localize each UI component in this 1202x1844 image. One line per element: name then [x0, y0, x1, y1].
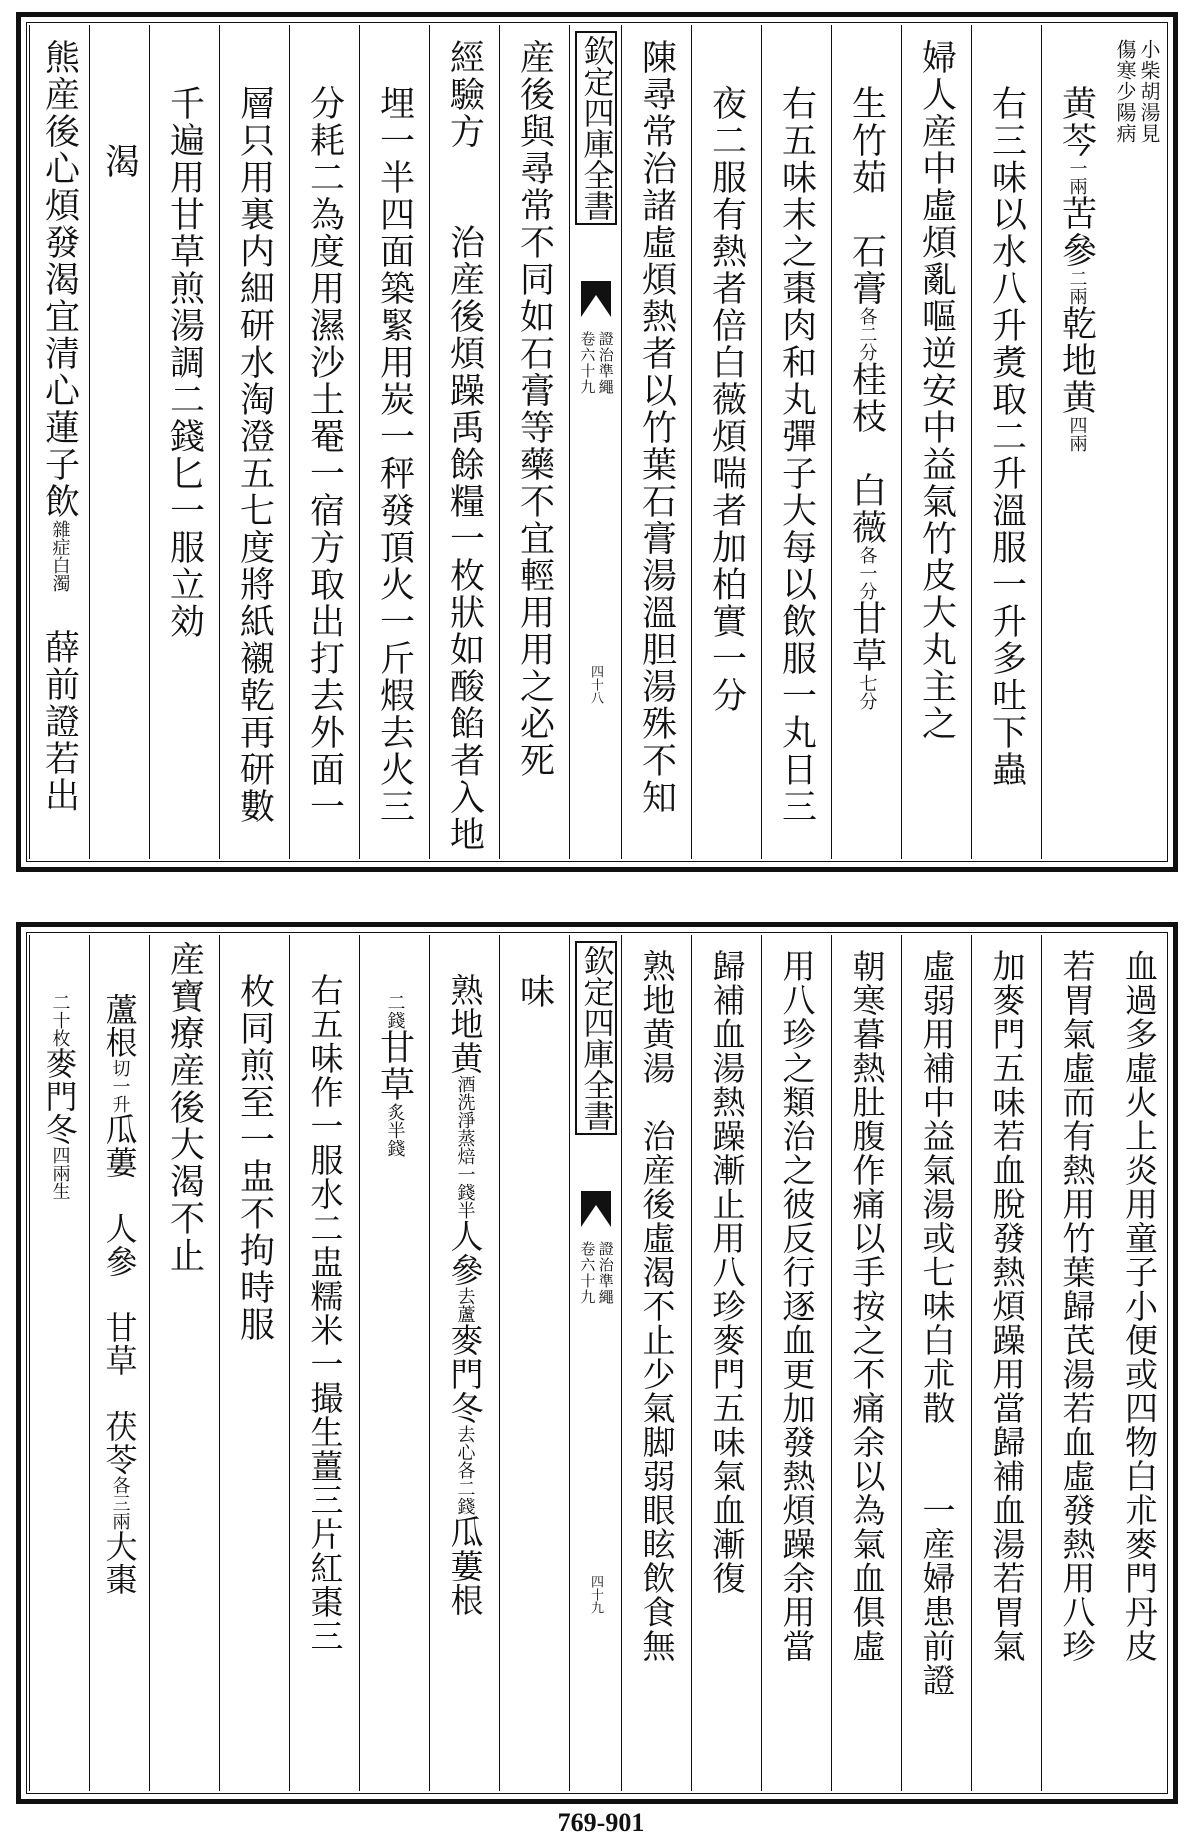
top-col-4-text: 婦人産中虛煩亂嘔逆安中益氣竹皮大丸主之 [916, 39, 957, 742]
herb-name: 桂枝 [846, 361, 887, 435]
bottom-col-5 [831, 935, 901, 1791]
dosage-note: 二兩 [1066, 269, 1088, 305]
dosage-note: 二錢 [384, 993, 406, 1029]
bottom-page [16, 922, 1178, 1804]
bottom-col-3-text: 加麥門五味若血脫發熱煩躁用當歸補血湯若胃氣 [987, 949, 1027, 1663]
dosage-note: 七分 [856, 674, 878, 710]
bottom-col-1 [1111, 935, 1167, 1791]
top-col-1-line-b: 傷寒少陽病 [1113, 39, 1137, 144]
top-col-8-text: 陳尋常治諸虛煩熱者以竹葉石膏湯溫胆湯殊不知 [636, 39, 677, 816]
top-col-5 [831, 25, 901, 859]
cross-ref-note: 雜症白濁 [49, 520, 71, 592]
bottom-page-inner [29, 935, 1165, 1791]
dosage-note: 四兩 [1066, 416, 1088, 452]
bottom-col-5-text: 朝寒暮熱肚腹作痛以手按之不痛余以為氣血俱虛 [847, 949, 887, 1663]
bottom-col-16 [29, 935, 89, 1791]
top-col-3-text: 右三味以水八升煑取二升溫服一升多吐下蟲 [986, 85, 1027, 788]
dosage-note: 二十枚 [49, 993, 71, 1047]
bottom-col-3 [971, 935, 1041, 1791]
bottom-banner-volume: 卷六十九 [578, 1241, 597, 1305]
herb-name: 熟地黄 [445, 973, 485, 1075]
commentary-text: 薛前證若出 [39, 629, 80, 814]
dosage-note: 各三兩 [109, 1476, 131, 1530]
top-col-11-text: 埋一半四面築緊用炭一秤發頂火一斤煆去火三 [374, 85, 415, 825]
bottom-col-6-text: 用八珍之類治之彼反行逐血更加發熱煩躁余用當 [777, 949, 817, 1663]
dosage-note: 一兩 [1066, 159, 1088, 195]
top-col-1 [1111, 25, 1167, 859]
bottom-banner-title: 欽定四庫全書 [575, 941, 617, 1135]
herb-name: 甘草 [374, 1029, 415, 1103]
bottom-col-12-text: 右五味作一服水二盅糯米一撮生薑三片紅棗三 [305, 973, 345, 1653]
top-col-10 [429, 25, 499, 859]
passage-text: 熊産後心煩發渴宜清心蓮子飲 [39, 39, 80, 520]
top-col-7-text: 夜二服有熱者倍白薇煩喘者加柏實一分 [706, 85, 747, 714]
dosage-note: 去心各二錢 [454, 1425, 476, 1515]
bottom-col-2-text: 若胃氣虛而有熱用竹葉歸芪湯若血虛發熱用八珍 [1057, 949, 1097, 1663]
bottom-col-10-text [445, 973, 485, 1617]
herb-name: 人參 [445, 1219, 485, 1287]
dosage-note: 去蘆 [454, 1287, 476, 1323]
dosage-note: 炙半錢 [384, 1103, 406, 1157]
bottom-banner-book-title: 證治準繩 [596, 1241, 615, 1305]
top-col-12 [289, 25, 359, 859]
section-heading: 渴 [99, 143, 140, 180]
herb-name: 黄芩 [1056, 85, 1097, 159]
top-banner-volume: 卷六十九 [578, 331, 597, 395]
top-col-2-text [1057, 85, 1097, 452]
top-col-9-text: 産後與尋常不同如石膏等藥不宜輕用用之必死 [514, 39, 555, 779]
herb-name: 茯苓 [100, 1410, 139, 1476]
bottom-col-11 [359, 935, 429, 1791]
dosage-note: 酒洗淨蒸焙一錢半 [454, 1075, 476, 1219]
herb-name: 瓜蔞根 [445, 1515, 485, 1617]
herb-name: 甘草 [846, 600, 887, 674]
dosage-note: 四兩生 [49, 1146, 71, 1200]
top-banner-book-title: 證治準繩 [596, 331, 615, 395]
bottom-col-10 [429, 935, 499, 1791]
top-col-14-text: 千遍用甘草煎湯調二錢匕一服立効 [164, 85, 205, 640]
top-banner-column [569, 25, 621, 859]
top-col-9 [499, 25, 569, 859]
top-col-2 [1041, 25, 1111, 859]
herb-name: 白薇 [846, 472, 887, 546]
top-col-14 [149, 25, 219, 859]
dosage-note: 各二分 [856, 307, 878, 361]
bottom-col-8 [621, 935, 691, 1791]
formula-name: 熟地黄湯 [637, 949, 677, 1085]
bottom-col-8-text [637, 949, 677, 1663]
top-col-3 [971, 25, 1041, 859]
bottom-banner-column [569, 935, 621, 1791]
bottom-col-13 [219, 935, 289, 1791]
top-page-inner [29, 25, 1165, 859]
fish-tail-ornament-icon [581, 1191, 611, 1227]
bottom-col-9-text: 味 [514, 973, 555, 1010]
bottom-col-15-text [100, 993, 140, 1596]
bottom-folio-number: 四十九 [588, 1575, 603, 1614]
herb-name: 大棗 [100, 1530, 139, 1596]
dosage-note: 各一分 [856, 546, 878, 600]
dosage-note: 切一升 [109, 1059, 131, 1113]
top-folio-number: 四十八 [588, 665, 603, 704]
bottom-col-15 [89, 935, 149, 1791]
top-col-13-text: 層只用裏内細研水淘澄五七度將紙襯乾再研數 [234, 85, 275, 825]
herb-name: 苦參 [1056, 195, 1097, 269]
bottom-col-1-text: 血過多虛火上炎用童子小便或四物白朮麥門丹皮 [1120, 949, 1159, 1663]
top-col-10-text [445, 39, 485, 853]
fish-tail-ornament-icon [581, 281, 611, 317]
bottom-col-4 [901, 935, 971, 1791]
top-col-11 [359, 25, 429, 859]
bottom-col-7-text: 歸補血湯熱躁漸止用八珍麥門五味氣血漸復 [707, 949, 747, 1595]
passage-text: 治産後煩躁禹餘糧一枚狀如酸餡者入地 [444, 224, 485, 853]
herb-name: 蘆根 [100, 993, 139, 1059]
top-col-6-text: 右五味末之棗肉和丸彈子大每以飲服一丸日三 [776, 85, 817, 825]
top-col-5-text [847, 85, 887, 710]
top-col-15 [89, 25, 149, 859]
top-col-16-text [40, 39, 80, 814]
source-name: 經驗方 [444, 39, 485, 150]
top-col-8 [621, 25, 691, 859]
top-col-16 [29, 25, 89, 859]
top-col-1-line-a: 小柴胡湯見 [1137, 39, 1161, 144]
top-col-4 [901, 25, 971, 859]
page-number: 769-901 [557, 1808, 645, 1837]
bottom-col-14-text: 産寶療産後大渴不止 [164, 941, 205, 1274]
herb-name: 麥門冬 [40, 1047, 79, 1146]
herb-name: 石膏 [846, 233, 887, 307]
case-text: 一産婦患前證 [917, 1493, 957, 1697]
top-banner-title: 欽定四庫全書 [575, 31, 617, 225]
herb-name: 乾地黄 [1056, 305, 1097, 416]
bottom-col-12 [289, 935, 359, 1791]
herb-name: 生竹茹 [846, 85, 887, 196]
bottom-col-9 [499, 935, 569, 1791]
herb-name: 瓜蔞 [100, 1113, 139, 1179]
top-page [16, 12, 1178, 872]
herb-name: 人參 [100, 1212, 139, 1278]
bottom-col-13-text: 枚同煎至一盅不拘時服 [234, 973, 275, 1343]
passage-text: 虛弱用補中益氣湯或七味白朮散 [917, 949, 957, 1425]
passage-text: 治産後虛渴不止少氣脚弱眼眩飲食無 [637, 1119, 677, 1663]
bottom-col-16-text [40, 993, 80, 1200]
bottom-col-2 [1041, 935, 1111, 1791]
top-col-6 [761, 25, 831, 859]
top-col-12-text: 分耗二為度用濕沙土罨一宿方取出打去外面一 [304, 85, 345, 825]
top-col-13 [219, 25, 289, 859]
bottom-col-7 [691, 935, 761, 1791]
top-col-7 [691, 25, 761, 859]
herb-name: 甘草 [100, 1311, 139, 1377]
bottom-col-11-text [375, 993, 415, 1157]
bottom-col-6 [761, 935, 831, 1791]
bottom-col-4-text [917, 949, 957, 1697]
bottom-col-14 [149, 935, 219, 1791]
herb-name: 麥門冬 [445, 1323, 485, 1425]
